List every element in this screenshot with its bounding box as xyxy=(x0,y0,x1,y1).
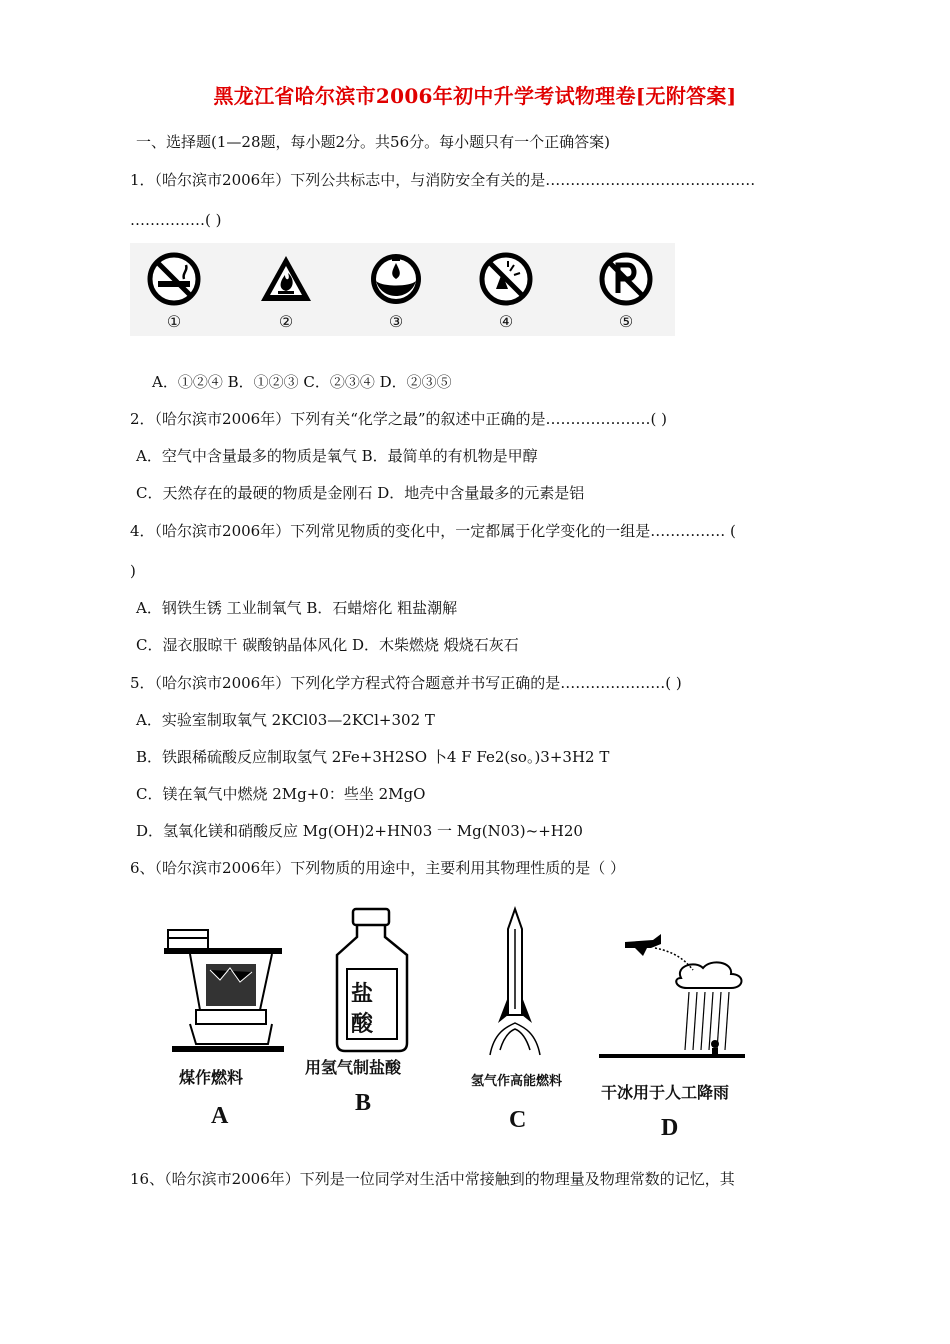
question-4-options-ab: A．钢铁生锈 工业制氧气 B．石蜡熔化 粗盐潮解 xyxy=(136,599,458,617)
question-4-stem: 4．（哈尔滨市2006年）下列常见物质的变化中，一定都属于化学变化的一组是…………… ( xyxy=(130,522,736,540)
question-2-stem: 2．（哈尔滨市2006年）下列有关“化学之最”的叙述中正确的是…………………( ) xyxy=(130,410,668,428)
question-5-option-a: A．实验室制取氧气 2KCl03—2KCl+302 T xyxy=(136,711,435,729)
question-5-option-b: B．铁跟稀硫酸反应制取氢气 2Fe+3H2SO 卜4 F Fe2(so。)3+3H2 T xyxy=(136,748,610,766)
bottle-label-top: 盐 xyxy=(351,982,374,1007)
question-4-options-cd: C．湿衣服晾干 碳酸钠晶体风化 D．木柴燃烧 煅烧石灰石 xyxy=(136,636,519,654)
caption-b: 用氢气制盐酸 xyxy=(305,1058,402,1077)
page-title: 黑龙江省哈尔滨市2006年初中升学考试物理卷[无附答案] xyxy=(213,84,737,108)
coal-stove-illustration xyxy=(160,920,290,1060)
sign-number-3: ③ xyxy=(388,312,404,331)
question-6-stem: 6、（哈尔滨市2006年）下列物质的用途中，主要利用其物理性质的是（ ） xyxy=(130,859,625,877)
question-4-stem-continued: ) xyxy=(130,562,136,580)
letter-c: C xyxy=(509,1107,527,1133)
question-1-stem: 1．（哈尔滨市2006年）下列公共标志中，与消防安全有关的是…………………………………… xyxy=(130,171,756,189)
water-drop-icon xyxy=(368,251,424,307)
no-smoking-icon xyxy=(146,251,202,307)
caption-d: 干冰用于人工降雨 xyxy=(601,1083,730,1102)
public-signs-figure xyxy=(130,243,675,336)
sign-number-1: ① xyxy=(166,312,182,331)
no-fireworks-icon xyxy=(478,251,534,307)
sign-number-2: ② xyxy=(278,312,294,331)
sign-number-5: ⑤ xyxy=(618,312,634,331)
no-parking-icon xyxy=(598,251,654,307)
question-2-options-cd: C．天然存在的最硬的物质是金刚石 D．地壳中含量最多的元素是铝 xyxy=(136,484,585,502)
question-16-stem: 16、（哈尔滨市2006年）下列是一位同学对生活中常接触到的物理量及物理常数的记忆，其 xyxy=(130,1170,735,1188)
sign-number-4: ④ xyxy=(498,312,514,331)
cloud-seeding-illustration xyxy=(595,930,755,1070)
question-1-stem-continued: ……………( ) xyxy=(130,211,222,229)
letter-a: A xyxy=(211,1103,229,1129)
caption-a: 煤作燃料 xyxy=(179,1068,244,1087)
question-1-options: A．①②④ B．①②③ C．②③④ D．②③⑤ xyxy=(152,373,452,391)
question-6-figure xyxy=(155,905,755,1145)
rocket-illustration xyxy=(480,905,550,1060)
letter-d: D xyxy=(661,1115,679,1141)
question-2-options-ab: A．空气中含量最多的物质是氧气 B．最简单的有机物是甲醇 xyxy=(136,447,538,465)
question-5-stem: 5．（哈尔滨市2006年）下列化学方程式符合题意并书写正确的是…………………( ) xyxy=(130,674,682,692)
flammable-warning-icon xyxy=(258,251,314,307)
letter-b: B xyxy=(355,1090,372,1116)
bottle-label-bottom: 酸 xyxy=(351,1012,374,1037)
section-heading: 一、选择题(1—28题，每小题2分。共56分。每小题只有一个正确答案) xyxy=(136,133,610,151)
caption-c: 氢气作高能燃料 xyxy=(471,1074,563,1089)
question-5-option-c: C．镁在氧气中燃烧 2Mg+0：些坐 2MgO xyxy=(136,785,426,803)
question-5-option-d: D．氢氧化镁和硝酸反应 Mg(OH)2+HN03 一 Mg(N03)~+H20 xyxy=(136,822,583,840)
